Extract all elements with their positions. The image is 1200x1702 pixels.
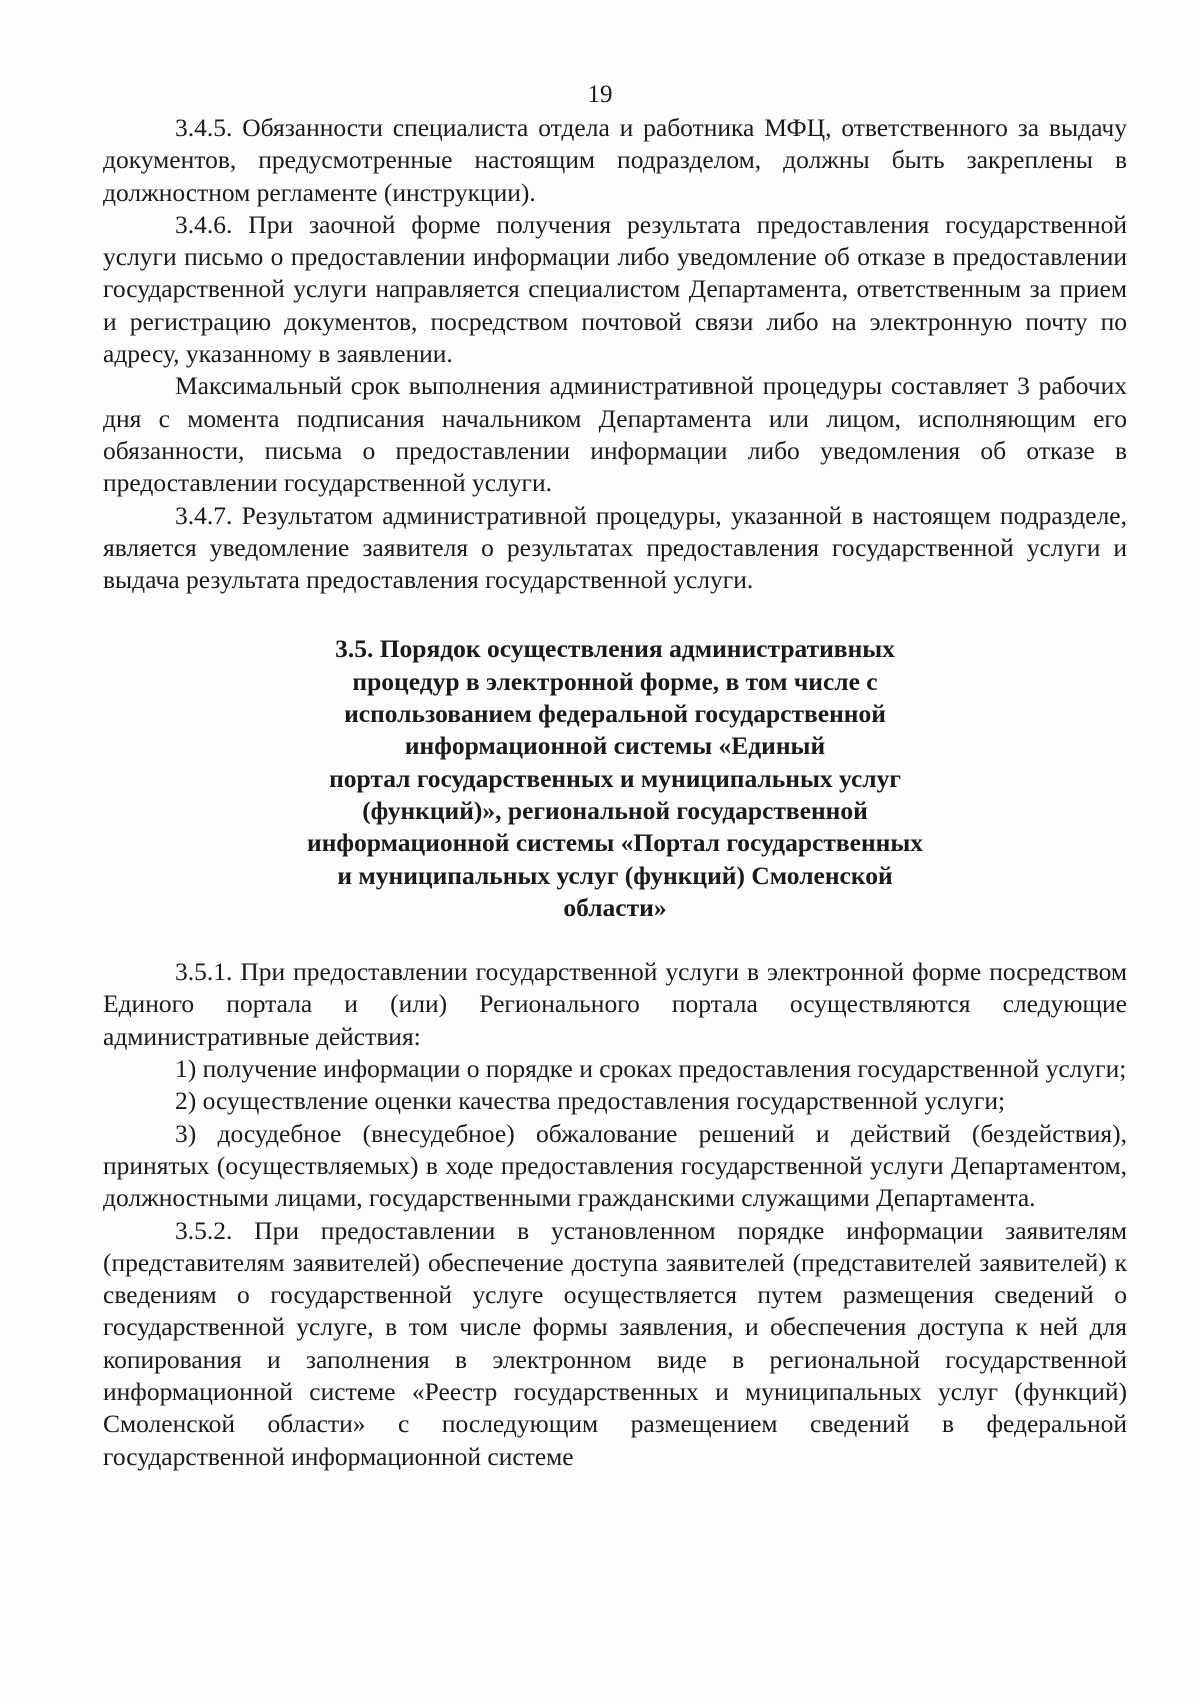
heading-line: информационной системы «Единый: [404, 731, 826, 761]
heading-line: области»: [563, 892, 667, 922]
paragraph-3-5-1: 3.5.1. При предоставлении государственной услуги в электронной форме посредством Единого портала и (или) Регионального портала осуществляются следующие административные действия:: [103, 957, 1127, 1051]
heading-line: и муниципальных услуг (функций) Смоленской: [337, 860, 893, 890]
paragraph-3-4-6: 3.4.6. При заочной форме получения результата предоставления государственной услуги письмо о предоставлении информации либо уведомление об отказе в предоставлении государственной услуги направляется специалистом Департамента, ответственным за прием и регистрацию документов, посредством почтовой связи либо на электронную почту по адресу, указанному в заявлении.: [103, 209, 1127, 369]
heading-line: процедур в электронной форме, в том числе с: [352, 666, 878, 696]
page-number: 19: [587, 81, 613, 108]
paragraph-3-4-7: 3.4.7. Результатом административной процедуры, указанной в настоящем подразделе, является уведомление заявителя о результатах предоставления государственной услуги и выдача результата предоставления государственной услуги.: [103, 500, 1127, 595]
paragraph-3-4-5: 3.4.5. Обязанности специалиста отдела и работника МФЦ, ответственного за выдачу документов, предусмотренные настоящим подразделом, должны быть закреплены в должностном регламенте (инструкции).: [103, 113, 1127, 207]
heading-line: 3.5. Порядок осуществления административных: [335, 634, 895, 664]
paragraph-max-term: Максимальный срок выполнения административной процедуры составляет 3 рабочих дня с момента подписания начальником Департамента или лицом, исполняющим его обязанности, письма о предоставлении информации либо уведомления об отказе в предоставлении государственной услуги.: [103, 371, 1127, 498]
heading-line: (функций)», региональной государственной: [362, 795, 868, 825]
list-item-2: 2) осуществление оценки качества предоставления государственной услуги;: [175, 1086, 1006, 1116]
section-heading-3-5: [103, 633, 1127, 924]
heading-line: информационной системы «Портал государственных: [307, 828, 923, 858]
list-item-1: 1) получение информации о порядке и сроках предоставления государственной услуги;: [175, 1054, 1127, 1084]
list-item-3: 3) досудебное (внесудебное) обжалование решений и действий (бездействия), принятых (осуществляемых) в ходе предоставления государственной услуги Департаментом, должностными лицами, государственными гражданскими служащими Департамента.: [103, 1118, 1127, 1213]
document-body: [103, 112, 1127, 1473]
heading-line: портал государственных и муниципальных услуг: [329, 763, 901, 793]
paragraph-3-5-2: 3.5.2. При предоставлении в установленном порядке информации заявителям (представителям заявителей) обеспечение доступа заявителей (представителей заявителей) к сведениям о государственной услуге осуществляется путем размещения сведений о государственной услуге, в том числе формы заявления, и обеспечения доступа к ней для копирования и заполнения в электронном виде в региональной государственной информационной системе «Реестр государственных и муниципальных услуг (функций) Смоленской области» с последующим размещением сведений в федеральной государственной информационной системе: [103, 1215, 1127, 1471]
heading-line: использованием федеральной государственной: [344, 699, 886, 729]
